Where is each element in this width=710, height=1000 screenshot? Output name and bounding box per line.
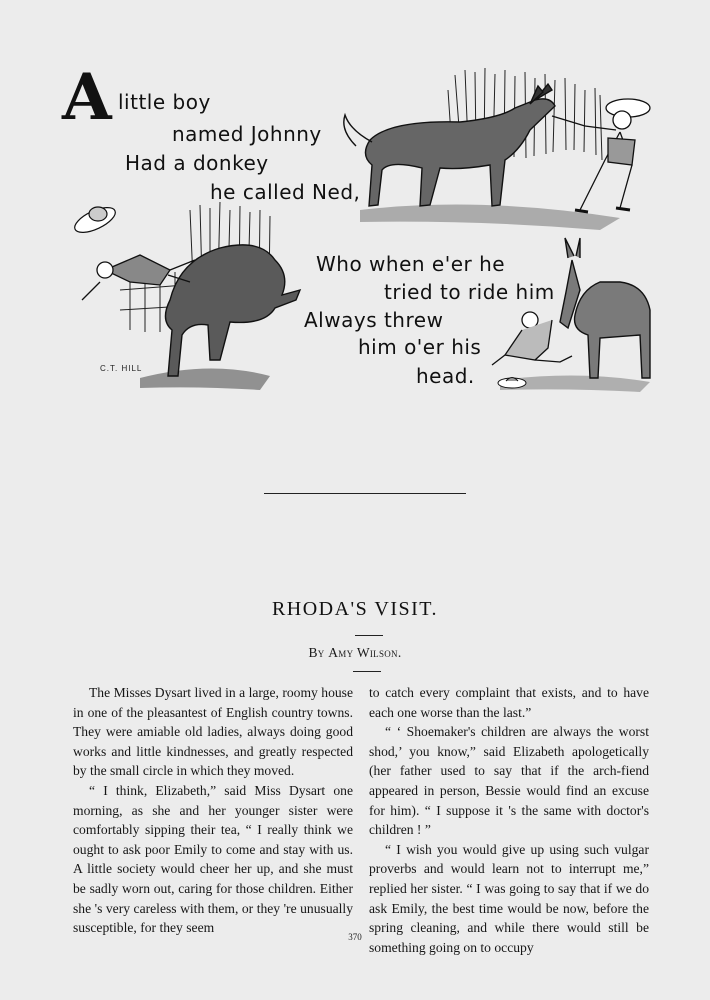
paragraph: “ I wish you would give up using such vulgar proverbs and would learn not to interrupt me,” replied her sister. “ I was going to say that if we do ask Emily, the best time would be now, before the spring cleaning, and while there would still be something going on to occupy — [369, 841, 649, 955]
rhyme-dropcap: A — [62, 60, 112, 135]
donkey-top — [344, 84, 555, 206]
rhyme-line-4: he called Ned, — [210, 180, 361, 204]
paragraph: “ I think, Elizabeth,” said Miss Dysart one morning, as she and her younger sister were comfortably sipping their tea, “ I really think we ought to ask poor Emily to come and stay with us. A little society would cheer her up, and she must be sadly worn out, caring for those children. Either she 's very careless with them, or they 're unusually susceptible, for they seem — [73, 782, 353, 936]
rhyme-line-5: Who when e'er he — [316, 252, 506, 276]
section-divider — [264, 493, 466, 494]
rhyme-line-3: Had a donkey — [125, 151, 269, 175]
title-rule — [355, 635, 383, 636]
flying-hat — [71, 203, 118, 238]
donkey-left — [165, 245, 300, 376]
illustrator-signature: C.T. HILL — [100, 364, 143, 373]
rhyme-line-1: little boy — [118, 90, 211, 114]
rhyme-line-9: head. — [416, 364, 475, 388]
donkey-standing — [560, 238, 650, 378]
rhyme-line-8: him o'er his — [358, 335, 482, 359]
paragraph: “ ‘ Shoemaker's children are always the worst shod,’ you know,” said Elizabeth apologetically (her father used to say that if the arch-fiend appeared in person, Bessie would find an excuse for him). “ I suppose it 's the same with doctor's children ! ” — [369, 724, 649, 838]
article-title: RHODA'S VISIT. — [271, 598, 439, 620]
byline — [0, 645, 710, 661]
paragraph: to catch every complaint that exists, and to have each one worse than the last.” — [369, 685, 649, 720]
page-number: 370 — [348, 932, 362, 942]
text-column-left — [73, 683, 353, 938]
rhyme-line-6: tried to ride him — [384, 280, 555, 304]
rhyme-line-7: Always threw — [304, 308, 444, 332]
text-column-right — [369, 683, 649, 957]
rhyme-line-2: named Johnny — [172, 122, 322, 146]
byline-prefix: By — [308, 645, 325, 660]
byline-rule — [353, 671, 381, 672]
author-name: Amy Wilson. — [328, 645, 402, 660]
paragraph: The Misses Dysart lived in a large, roomy house in one of the pleasantest of English country towns. They were amiable old ladies, always doing good works and little kindnesses, and greatly respected by the small circle in which they moved. — [73, 685, 353, 779]
boy-top — [575, 99, 650, 212]
